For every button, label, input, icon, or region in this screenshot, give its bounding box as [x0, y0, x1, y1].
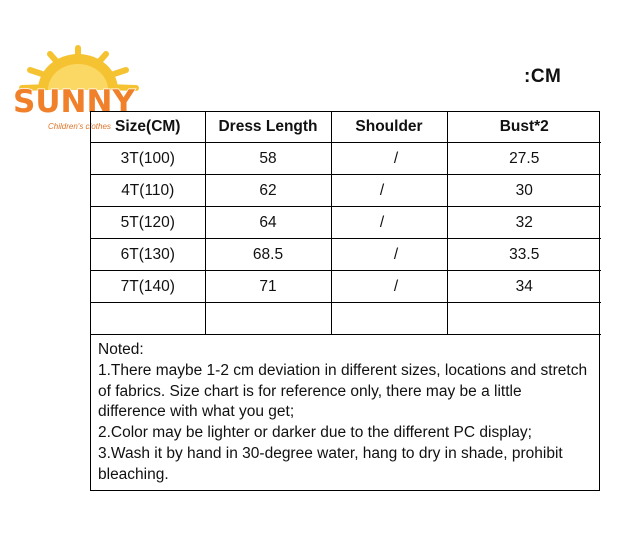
table-row — [91, 143, 601, 175]
logo-tagline: Children's clothes — [48, 122, 111, 131]
dress-length-cell: 62 — [205, 175, 331, 207]
shoulder-value: / — [393, 277, 399, 295]
shoulder-value: / — [379, 181, 385, 199]
size-table — [91, 112, 601, 335]
notes-title: Noted: — [98, 341, 144, 358]
shoulder-value: / — [393, 149, 399, 167]
size-cell — [91, 303, 205, 335]
size-cell: 6T(130) — [91, 239, 205, 271]
bust-cell: 27.5 — [447, 143, 601, 175]
shoulder-cell — [331, 271, 447, 303]
table-row — [91, 175, 601, 207]
table-row — [91, 207, 601, 239]
table-header-row — [91, 112, 601, 143]
table-row — [91, 271, 601, 303]
size-cell: 4T(110) — [91, 175, 205, 207]
size-cell: 3T(100) — [91, 143, 205, 175]
shoulder-cell — [331, 207, 447, 239]
dress-length-cell: 71 — [205, 271, 331, 303]
size-cell: 7T(140) — [91, 271, 205, 303]
dress-length-cell: 64 — [205, 207, 331, 239]
dress-length-cell: 68.5 — [205, 239, 331, 271]
header-dress-length: Dress Length — [205, 112, 331, 143]
size-cell: 5T(120) — [91, 207, 205, 239]
bust-cell: 33.5 — [447, 239, 601, 271]
header-bust: Bust*2 — [447, 112, 601, 143]
dress-length-cell — [205, 303, 331, 335]
shoulder-cell — [331, 239, 447, 271]
table-row-empty — [91, 303, 601, 335]
note-item: 1.There maybe 1-2 cm deviation in different sizes, locations and stretch of fabrics. Size chart is for reference only, there may be a little difference with what you get; — [98, 361, 588, 421]
shoulder-value: / — [379, 213, 385, 231]
header-size: Size(CM) — [91, 112, 205, 143]
header-shoulder: Shoulder — [331, 112, 447, 143]
dress-length-cell: 58 — [205, 143, 331, 175]
unit-label: :CM — [524, 66, 562, 87]
note-item: 3.Wash it by hand in 30-degree water, hang to dry in shade, prohibit bleaching. — [98, 444, 563, 483]
table-row — [91, 239, 601, 271]
bust-cell — [447, 303, 601, 335]
shoulder-value: / — [393, 245, 399, 263]
bust-cell: 30 — [447, 175, 601, 207]
shoulder-cell — [331, 175, 447, 207]
notes-section — [91, 335, 599, 490]
logo-wordmark: SUNNY — [13, 84, 135, 120]
note-item: 2.Color may be lighter or darker due to the different PC display; — [98, 424, 532, 442]
shoulder-cell — [331, 303, 447, 335]
bust-cell: 32 — [447, 207, 601, 239]
shoulder-cell — [331, 143, 447, 175]
size-chart — [90, 111, 600, 491]
bust-cell: 34 — [447, 271, 601, 303]
